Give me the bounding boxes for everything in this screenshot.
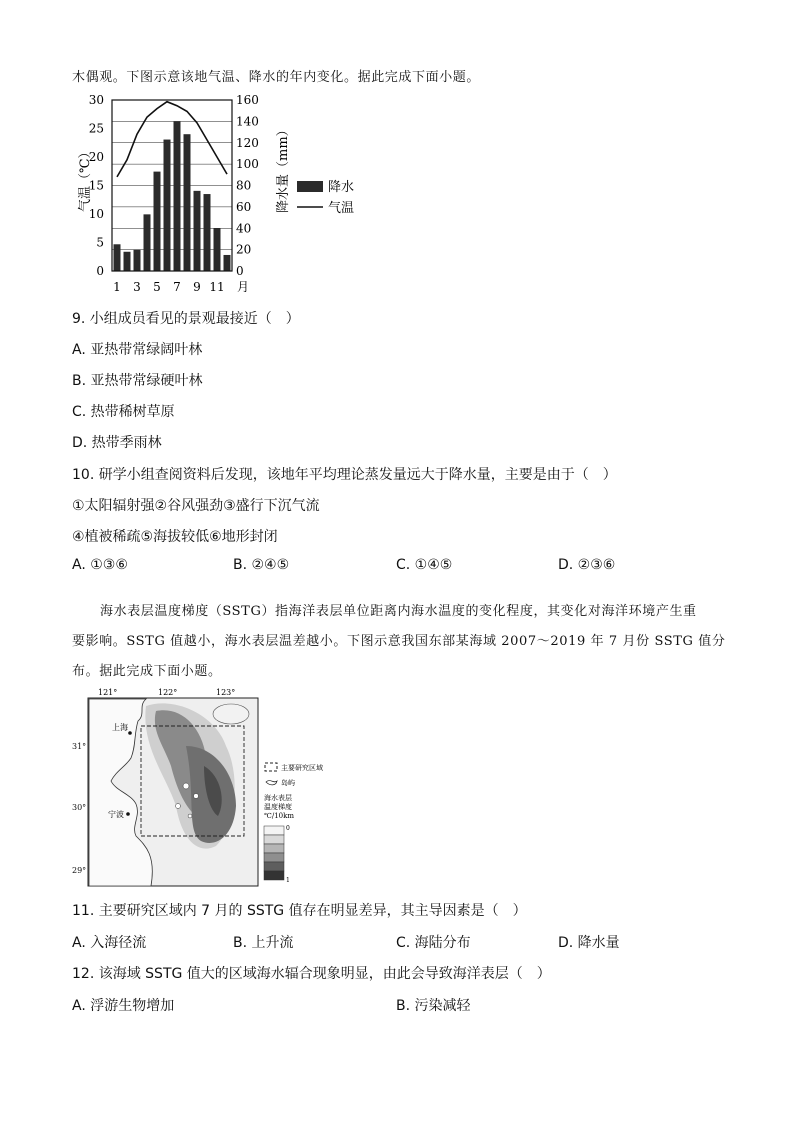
y-right-tick: 0 <box>236 264 244 278</box>
scale-swatch-1 <box>264 835 284 844</box>
map-legend <box>262 760 342 890</box>
q11-stem: 11. 主要研究区域内 7 月的 SSTG 值存在明显差异，其主导因素是（ ） <box>72 903 527 919</box>
scale-swatch-3 <box>264 853 284 862</box>
q10-option-a[interactable]: A. ①③⑥ <box>72 557 128 573</box>
q9-stem: 9. 小组成员看见的景观最接近（ ） <box>72 311 300 327</box>
precip-bar <box>114 244 121 271</box>
y-right-tick: 100 <box>236 157 259 172</box>
precip-bar <box>154 172 161 271</box>
x-tick: 3 <box>133 280 141 294</box>
y-left-tick: 25 <box>88 121 104 136</box>
q11-option-c[interactable]: C. 海陆分布 <box>396 935 471 951</box>
q12-option-a[interactable]: A. 浮游生物增加 <box>72 998 175 1014</box>
x-tick: 9 <box>193 280 201 294</box>
precip-bar <box>164 140 171 271</box>
legend-precip-label: 降水 <box>328 180 355 195</box>
y-left-tick: 10 <box>88 207 104 221</box>
x-tick: 5 <box>153 280 161 294</box>
y-left-label: 气温（℃） <box>78 145 93 212</box>
legend-island-swatch <box>266 781 277 785</box>
q10-option-b[interactable]: B. ②④⑤ <box>233 557 290 573</box>
lat-30: 30° <box>72 803 87 812</box>
legend-island-label: 岛屿 <box>281 779 295 787</box>
q10-option-d[interactable]: D. ②③⑥ <box>558 557 616 573</box>
y-right-tick: 20 <box>236 242 252 257</box>
climate-chart-svg <box>72 90 372 300</box>
q12-stem: 12. 该海域 SSTG 值大的区域海水辐合现象明显，由此会导致海洋表层（ ） <box>72 966 551 982</box>
intro2-line3: 布。据此完成下面小题。 <box>72 664 222 679</box>
sstg-map-svg <box>86 686 262 888</box>
y-right-tick: 40 <box>236 221 252 236</box>
precip-bar <box>224 255 231 271</box>
legend-precip-swatch <box>297 181 323 192</box>
y-left-tick: 5 <box>96 235 104 250</box>
x-tick: 7 <box>173 280 181 294</box>
x-tick: 11 <box>209 280 225 294</box>
lat-29: 29° <box>72 866 87 875</box>
temperature-line <box>117 102 227 177</box>
scale-swatch-4 <box>264 862 284 871</box>
q11-option-b[interactable]: B. 上升流 <box>233 935 294 951</box>
legend-area-swatch <box>265 763 277 771</box>
y-right-tick: 120 <box>236 135 259 150</box>
y-right-label: 降水量（mm） <box>276 123 291 213</box>
scale-swatch-5 <box>264 871 284 880</box>
q9-option-b[interactable]: B. 亚热带常绿硬叶林 <box>72 373 203 389</box>
climate-chart <box>72 90 372 300</box>
ningbo-label: 宁波 <box>108 810 124 819</box>
precip-bar <box>204 194 211 271</box>
q10-statements-2: ④植被稀疏⑤海拔较低⑥地形封闭 <box>72 529 278 545</box>
legend-temp-label: 气温 <box>328 201 355 216</box>
q9-option-a[interactable]: A. 亚热带常绿阔叶林 <box>72 342 203 358</box>
q10-option-c[interactable]: C. ①④⑤ <box>396 557 453 573</box>
island <box>183 783 189 789</box>
island <box>194 794 199 799</box>
intro2-line2: 要影响。SSTG 值越小，海水表层温差越小。下图示意我国东部某海域 2007～2019 年 7 月份 SSTG 值分 <box>72 634 726 649</box>
map-legend-svg <box>262 760 342 890</box>
scale-swatch-2 <box>264 844 284 853</box>
sea-patch <box>213 704 249 724</box>
q10-statements-1: ①太阳辐射强②谷风强劲③盛行下沉气流 <box>72 498 320 514</box>
legend-area-label: 主要研究区域 <box>281 764 323 772</box>
shanghai-label: 上海 <box>112 723 128 732</box>
scale-top-label: 0 <box>286 825 290 832</box>
scale-bottom-label: 1 <box>286 877 290 884</box>
precip-bar <box>124 252 131 271</box>
legend-title-2: 温度梯度 <box>264 803 292 811</box>
q11-option-a[interactable]: A. 入海径流 <box>72 935 147 951</box>
q11-option-d[interactable]: D. 降水量 <box>558 935 620 951</box>
q9-option-c[interactable]: C. 热带稀树草原 <box>72 404 175 420</box>
sstg-map <box>86 686 262 888</box>
y-left-tick: 20 <box>88 150 104 164</box>
precip-bar <box>194 191 201 271</box>
shanghai-dot <box>128 731 132 735</box>
y-right-tick: 140 <box>236 114 259 129</box>
y-right-tick: 160 <box>236 93 259 107</box>
legend-title-1: 海水表层 <box>264 794 292 802</box>
intro2-line1: 海水表层温度梯度（SSTG）指海洋表层单位距离内海水温度的变化程度，其变化对海洋环境产生重 <box>100 604 697 619</box>
lon-122: 122° <box>158 688 178 697</box>
intro-text: 木偶观。下图示意该地气温、降水的年内变化。据此完成下面小题。 <box>72 70 481 85</box>
island <box>188 814 192 818</box>
y-right-tick: 60 <box>236 199 252 214</box>
precip-bar <box>144 214 151 271</box>
y-left-tick: 0 <box>96 264 104 278</box>
precip-bar <box>174 121 181 271</box>
precip-bar <box>214 228 221 271</box>
lon-121: 121° <box>98 688 118 697</box>
lon-123: 123° <box>216 688 236 697</box>
y-right-tick: 80 <box>236 178 252 193</box>
x-unit: 月 <box>237 280 250 294</box>
ningbo-dot <box>126 812 130 816</box>
precip-bar <box>134 250 141 271</box>
scale-swatch-0 <box>264 826 284 835</box>
q10-stem: 10. 研学小组查阅资料后发现，该地年平均理论蒸发量远大于降水量，主要是由于（ ） <box>72 467 617 483</box>
y-left-tick: 30 <box>88 93 104 107</box>
y-left-tick: 15 <box>88 178 104 193</box>
q9-option-d[interactable]: D. 热带季雨林 <box>72 435 162 451</box>
legend-title-3: ℃/10km <box>264 812 294 820</box>
precip-bar <box>184 134 191 271</box>
lat-31: 31° <box>72 742 87 751</box>
x-tick: 1 <box>113 280 121 294</box>
island <box>176 804 181 809</box>
q12-option-b[interactable]: B. 污染减轻 <box>396 998 471 1014</box>
